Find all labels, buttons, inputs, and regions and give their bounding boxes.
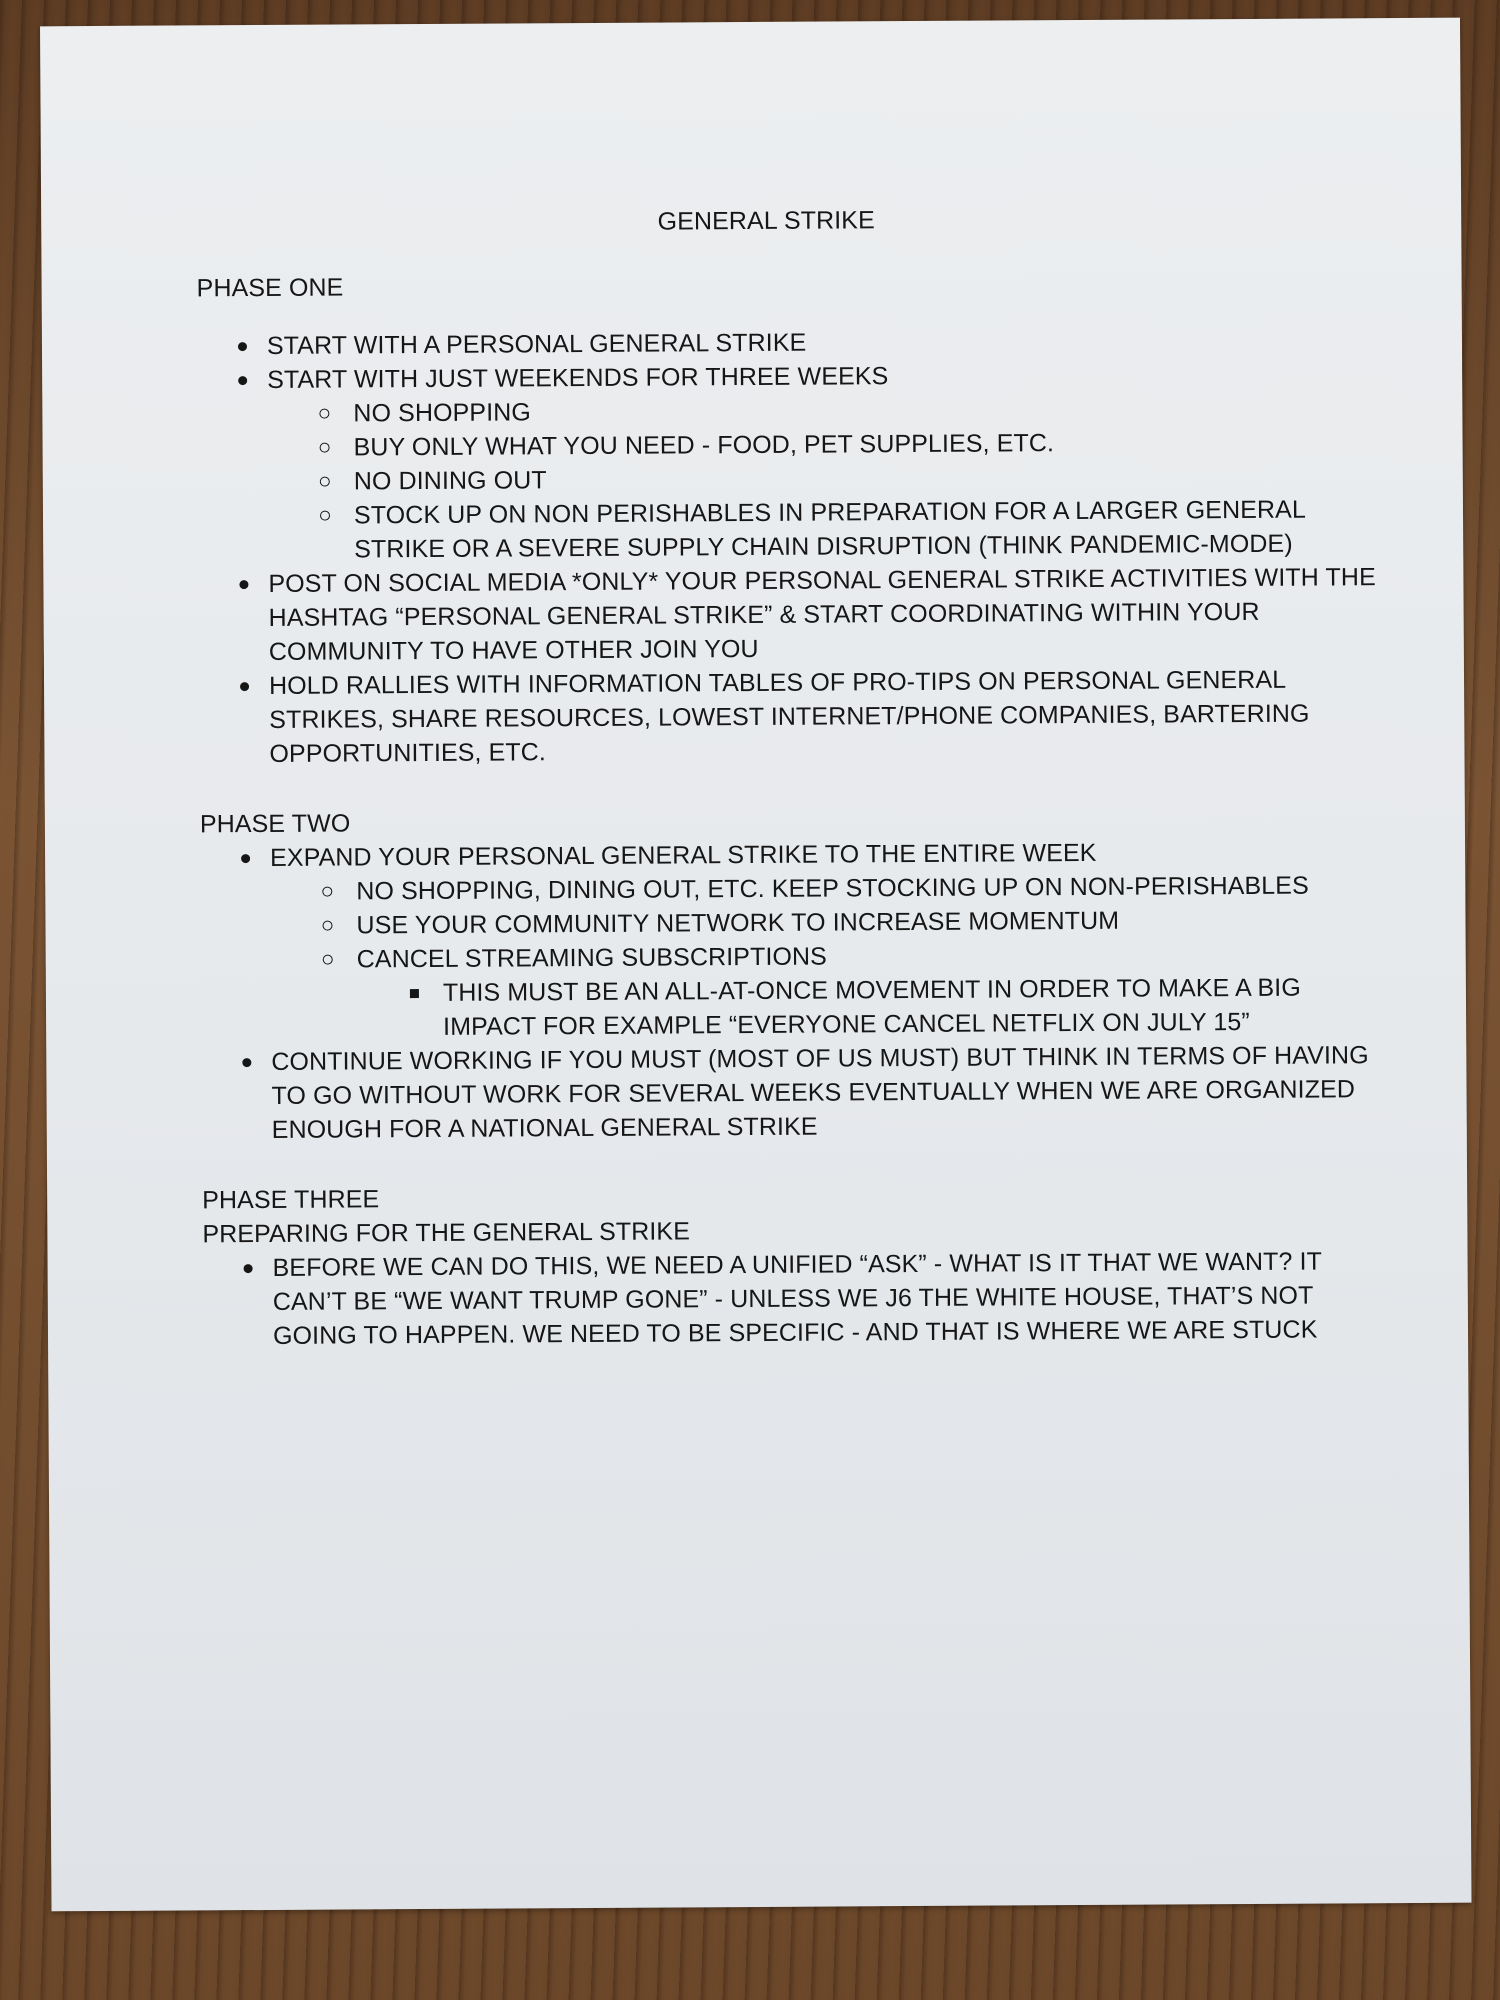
list-item-text: START WITH A PERSONAL GENERAL STRIKE: [266, 328, 807, 360]
list-item: [201, 1038, 1382, 1147]
list-item-text: CONTINUE WORKING IF YOU MUST (MOST OF US MUST) BUT THINK IN TERMS OF HAVING TO GO WITHOUT WORK FOR SEVERAL WEEKS EVENTUALLY WHEN WE ARE ORGANIZED ENOUGH FOR A NATIONAL GENERAL STRIKE: [271, 1041, 1369, 1144]
phase-three-list: [202, 1244, 1383, 1353]
list-item-text: HOLD RALLIES WITH INFORMATION TABLES OF PRO-TIPS ON PERSONAL GENERAL STRIKES, SHARE RESOURCES, LOWEST INTERNET/PHONE COMPANIES, BARTERING OPPORTUNITIES, ETC.: [268, 665, 1310, 768]
sub-list-item-text: STOCK UP ON NON PERISHABLES IN PREPARATION FOR A LARGER GENERAL STRIKE OR A SEVERE SUPPLY CHAIN DISRUPTION (THINK PANDEMIC-MODE): [353, 495, 1306, 564]
sub-sub-list: [357, 970, 1381, 1044]
sub-list-item-text: USE YOUR COMMUNITY NETWORK TO INCREASE MOMENTUM: [356, 906, 1120, 940]
list-item: [197, 356, 1378, 567]
list-item-text: START WITH JUST WEEKENDS FOR THREE WEEKS: [267, 362, 889, 394]
sub-sub-list-item: [357, 970, 1381, 1044]
document-title: GENERAL STRIKE: [657, 206, 875, 236]
sub-list-item: [271, 936, 1382, 1045]
phase-two-list: [200, 834, 1382, 1147]
sub-list-item-text: NO SHOPPING: [353, 398, 531, 428]
list-item-text: EXPAND YOUR PERSONAL GENERAL STRIKE TO THE ENTIRE WEEK: [270, 838, 1097, 872]
list-item: [198, 560, 1379, 669]
sub-list-item-text: CANCEL STREAMING SUBSCRIPTIONS: [356, 942, 827, 974]
sub-sub-list-item-text: THIS MUST BE AN ALL-AT-ONCE MOVEMENT IN ORDER TO MAKE A BIG IMPACT FOR EXAMPLE “EVERYONE CANCEL NETFLIX ON JULY 15”: [442, 973, 1301, 1041]
sub-list-item-text: NO DINING OUT: [353, 466, 547, 496]
list-item-text: BEFORE WE CAN DO THIS, WE NEED A UNIFIED “ASK” - WHAT IS IT THAT WE WANT? IT CAN’T BE “WE WANT TRUMP GONE” - UNLESS WE J6 THE WHITE HOUSE, THAT’S NOT GOING TO HAPPEN. WE NEED TO BE SPECIFIC - AND THAT IS WHERE WE ARE STUCK: [272, 1247, 1322, 1350]
paper-sheet: [40, 18, 1471, 1912]
sub-list-item: [268, 492, 1378, 567]
list-item: [200, 834, 1381, 1045]
sub-list-item-text: BUY ONLY WHAT YOU NEED - FOOD, PET SUPPLIES, ETC.: [353, 429, 1055, 462]
phase-three-heading: PHASE THREE: [202, 1185, 380, 1215]
list-item-text: POST ON SOCIAL MEDIA *ONLY* YOUR PERSONAL GENERAL STRIKE ACTIVITIES WITH THE HASHTAG “PERSONAL GENERAL STRIKE” & START COORDINATING WITHIN YOUR COMMUNITY TO HAVE OTHER JOIN YOU: [268, 563, 1376, 666]
document-body: [196, 178, 1383, 1353]
list-item: [202, 1244, 1383, 1353]
phase-three-subheading: PREPARING FOR THE GENERAL STRIKE: [202, 1217, 691, 1249]
sub-list: [267, 390, 1378, 567]
sub-list-item-text: NO SHOPPING, DINING OUT, ETC. KEEP STOCKING UP ON NON-PERISHABLES: [356, 871, 1309, 906]
phase-two-heading: PHASE TWO: [199, 809, 351, 839]
sub-list: [270, 868, 1381, 1045]
list-item: [199, 662, 1380, 771]
phase-one-list: [197, 322, 1380, 771]
phase-one-heading: PHASE ONE: [196, 273, 344, 303]
